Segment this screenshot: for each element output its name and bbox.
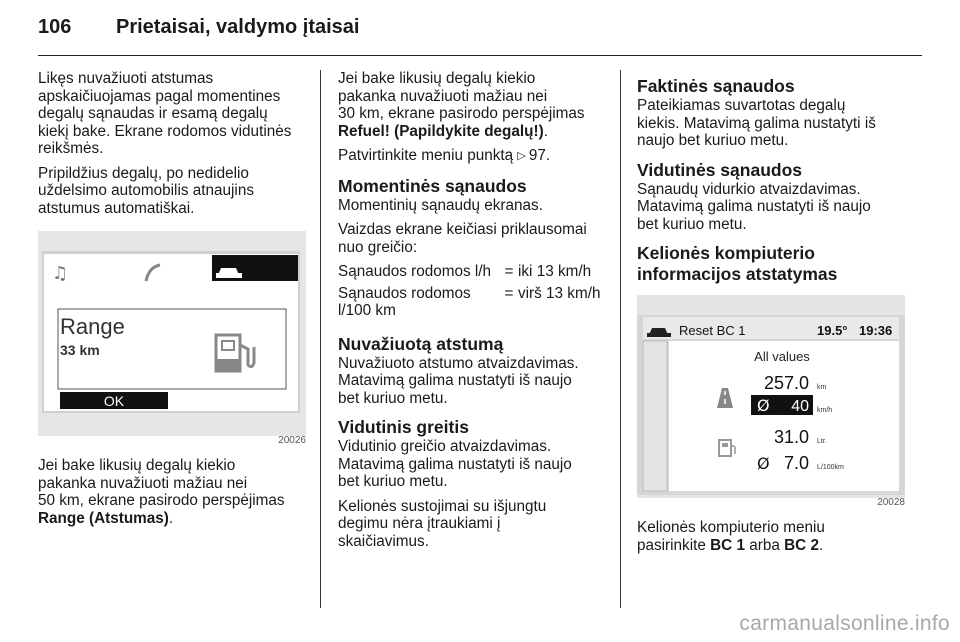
- text-line: kiekį bake. Ekrane rodomos vidutinės: [38, 122, 292, 140]
- text-line: Likęs nuvažiuoti atstumas: [38, 70, 214, 87]
- text-line: naujo bet kuriuo metu.: [637, 132, 789, 149]
- all-values-label: All values: [754, 349, 810, 364]
- page-reference-link[interactable]: ▷ 97: [517, 147, 545, 164]
- heading-distance: Nuvažiuotą atstumą: [338, 333, 504, 354]
- paragraph-select-bc: [637, 519, 905, 554]
- table-cell: Sąnaudos rodomos l/h: [338, 263, 492, 280]
- watermark: carmanualsonline.info: [739, 612, 950, 635]
- table-cell: =: [504, 284, 514, 302]
- heading-average-consumption: Vidutinės sąnaudos: [637, 159, 802, 180]
- text-line: bet kuriuo metu.: [338, 473, 448, 490]
- text-line: Nuvažiuoto atstumo atvaizdavimas.: [338, 354, 579, 372]
- paragraph-confirm: [338, 147, 606, 166]
- paragraph-trip-stops: [338, 498, 606, 551]
- text-line: Vidutinio greičio atvaizdavimas.: [338, 438, 552, 455]
- column-1: [38, 70, 306, 534]
- consumption-table: [338, 263, 606, 324]
- paragraph-actual-consumption: [637, 97, 905, 150]
- page-header: [38, 16, 359, 39]
- text-line: bet kuriuo metu.: [338, 389, 448, 407]
- paragraph-range-warning: [38, 457, 306, 527]
- text-line: Jei bake likusių degalų kiekio: [338, 70, 536, 87]
- text-line: Pripildžius degalų, po nedidelio: [38, 164, 249, 182]
- text-line: pakanka nuvažiuoti mažiau nei: [338, 87, 548, 105]
- column-divider-2: [620, 70, 621, 608]
- range-display-figure: [38, 231, 306, 449]
- text-line: Patvirtinkite meniu punktą: [338, 147, 514, 164]
- svg-text:♫: ♫: [52, 263, 69, 284]
- text-line: bet kuriuo metu.: [637, 215, 747, 233]
- distance-value: 257.0: [763, 373, 809, 393]
- figure-code: 20026: [278, 434, 306, 446]
- text-line: Kelionės sustojimai su išjungtu: [338, 497, 547, 515]
- paragraph-remaining-range: [38, 70, 306, 158]
- text-line: atstumus automatiškai.: [38, 199, 195, 217]
- text-line: nuo greičio:: [338, 238, 418, 256]
- page-title: Prietaisai, valdymo įtaisai: [116, 16, 360, 38]
- text-line: apskaičiuojamas pagal momentines: [38, 87, 281, 105]
- reset-display-illustration: [637, 295, 905, 498]
- range-display-illustration: [38, 231, 306, 436]
- punctuation: .: [543, 122, 548, 140]
- text-line: degimu nėra įtraukiami į: [338, 515, 501, 532]
- text-line: Kelionės kompiuterio meniu: [637, 519, 825, 536]
- average-symbol: Ø: [757, 396, 770, 415]
- paragraph-distance: [338, 355, 606, 408]
- column-3: [637, 70, 905, 561]
- text-line: Jei bake likusių degalų kiekio: [38, 457, 236, 474]
- header-rule: [38, 55, 922, 56]
- text-line: Kelionės kompiuterio: [637, 243, 815, 263]
- average-symbol: Ø: [757, 454, 770, 473]
- paragraph-instant-consumption: Momentinių sąnaudų ekranas.: [338, 196, 543, 214]
- column-divider-1: [320, 70, 321, 608]
- punctuation: .: [168, 509, 174, 527]
- heading-average-speed: Vidutinis greitis: [338, 417, 469, 437]
- heading-instant-consumption: Momentinės sąnaudos: [338, 175, 527, 196]
- table-row: [338, 263, 606, 285]
- reset-title: Reset BC 1: [679, 323, 746, 338]
- text-line: informacijos atstatymas: [637, 264, 838, 284]
- fuel-used-unit: Ltr.: [817, 438, 827, 445]
- consumption-unit: L/100km: [817, 464, 844, 471]
- range-value: 33 km: [60, 342, 100, 358]
- reset-display-figure: [637, 295, 905, 511]
- menu-option-bc1: BC 1: [710, 536, 745, 554]
- text-line: Matavimą galima nustatyti iš naujo: [637, 198, 871, 215]
- punctuation: .: [545, 147, 551, 164]
- speed-value: 40: [791, 398, 809, 415]
- range-label: Range: [60, 314, 125, 339]
- text-line: Vaizdas ekrane keičiasi priklausomai: [338, 221, 587, 238]
- page-number: 106: [38, 16, 72, 38]
- text-line: Pateikiamas suvartotas degalų: [637, 97, 846, 114]
- text-line: uždelsimo automobilis atnaujins: [38, 182, 254, 199]
- text-line: kiekis. Matavimą galima nustatyti iš: [637, 114, 876, 132]
- text-line: degalų sąnaudas ir esamą degalų: [38, 105, 268, 122]
- paragraph-refuel-warning: [338, 70, 606, 140]
- text: pasirinkite: [637, 536, 706, 554]
- fuel-used-value: 31.0: [773, 427, 809, 447]
- warning-text: Refuel! (Papildykite degalų!): [338, 122, 544, 140]
- distance-unit: km: [817, 384, 827, 391]
- paragraph-refuel-update: [38, 165, 306, 218]
- paragraph-average-speed: [338, 438, 606, 491]
- ok-label: OK: [103, 393, 125, 409]
- speed-unit: km/h: [817, 407, 833, 414]
- menu-option-bc2: BC 2: [784, 536, 819, 554]
- text-line: Matavimą galima nustatyti iš naujo: [338, 455, 572, 473]
- column-2: [338, 70, 606, 557]
- punctuation: .: [818, 536, 824, 554]
- clock-readout: 19:36: [859, 323, 893, 338]
- text-line: pakanka nuvažiuoti mažiau nei: [38, 474, 248, 492]
- heading-trip-computer-reset: [637, 243, 905, 285]
- text-line: reikšmės.: [38, 140, 104, 157]
- table-cell: Sąnaudos rodomos l/100 km: [338, 284, 471, 319]
- temperature-readout: 19.5°: [817, 323, 848, 338]
- text-line: skaičiavimus.: [338, 532, 429, 550]
- consumption-value: 7.0: [783, 453, 809, 473]
- text-line: Sąnaudų vidurkio atvaizdavimas.: [637, 180, 861, 198]
- table-cell: iki 13 km/h: [518, 263, 592, 280]
- figure-code: 20028: [877, 496, 905, 508]
- paragraph-average-consumption: [637, 181, 905, 234]
- text-line: 30 km, ekrane pasirodo perspėjimas: [338, 105, 585, 122]
- table-cell: =: [504, 263, 514, 280]
- paragraph-speed-dependent: [338, 221, 606, 256]
- warning-text: Range (Atstumas): [38, 509, 169, 527]
- heading-actual-consumption: Faktinės sąnaudos: [637, 76, 795, 96]
- table-cell: virš 13 km/h: [518, 284, 601, 302]
- text-line: Matavimą galima nustatyti iš naujo: [338, 372, 572, 389]
- table-row: [338, 285, 606, 324]
- text-line: 50 km, ekrane pasirodo perspėjimas: [38, 492, 285, 509]
- text: arba: [749, 536, 780, 554]
- music-note-icon: [52, 263, 68, 284]
